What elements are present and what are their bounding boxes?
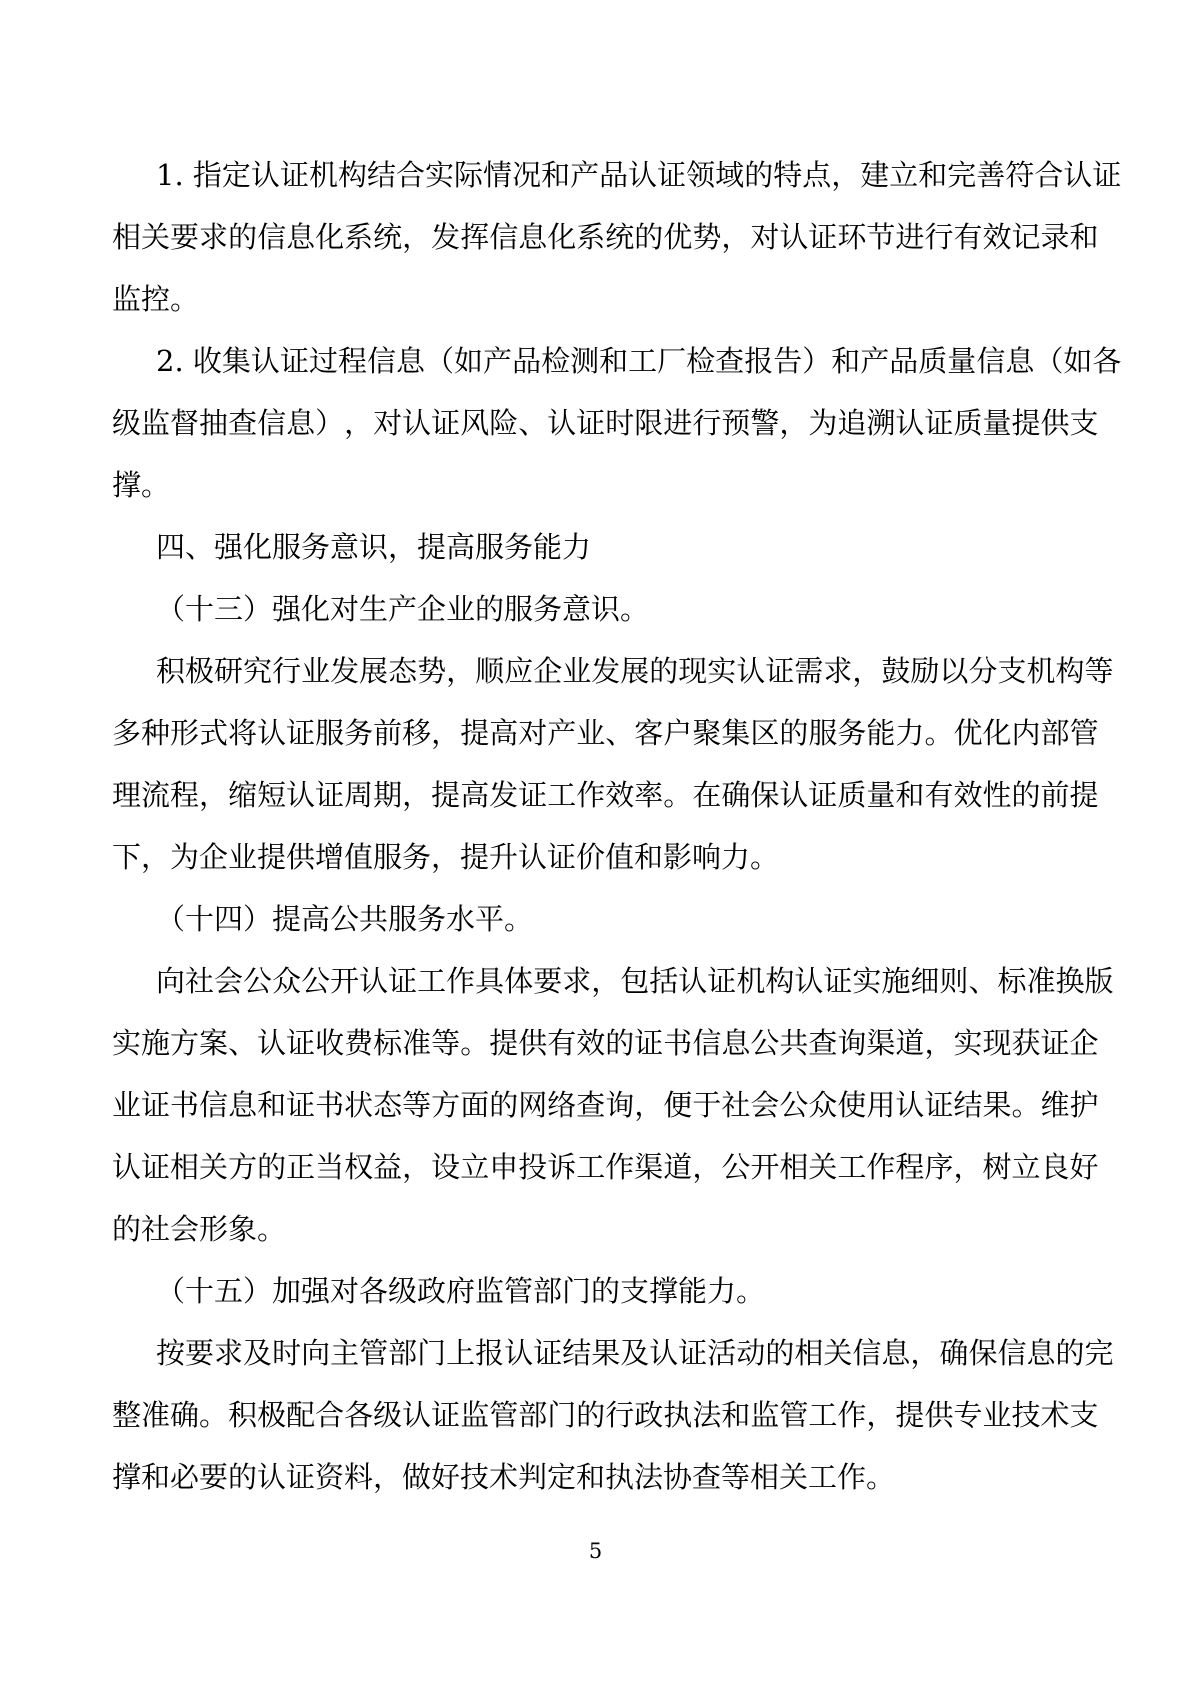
text-line: 撑和必要的认证资料，做好技术判定和执法协查等相关工作。 <box>112 1460 896 1494</box>
text-line: 业 证 书 信 息 和 证 书 状 态 等 方 面 的 网 络 查 询 ， 便 于 社 会 公 众 使 用 认 证 结 果 。 维 护 <box>112 1088 1099 1122</box>
text-line: 理 流 程 ， 缩 短 认 证 周 期 ， 提 高 发 证 工 作 效 率 。 在 确 保 认 证 质 量 和 有 效 性 的 前 提 <box>112 778 1099 812</box>
text-line: 四、强化服务意识，提高服务能力 <box>156 530 592 564</box>
text-line: 按 要 求 及 时 向 主 管 部 门 上 报 认 证 结 果 及 认 证 活 动 的 相 关 信 息 ， 确 保 信 息 的 完 <box>156 1336 1114 1370</box>
text-line: （十三）强化对生产企业的服务意识。 <box>156 592 650 626</box>
text-line: 相 关 要 求 的 信 息 化 系 统 ， 发 挥 信 息 化 系 统 的 优 势 ， 对 认 证 环 节 进 行 有 效 记 录 和 <box>112 220 1099 254</box>
document-body <box>112 144 1122 1508</box>
text-line: 实 施 方 案 、 认 证 收 费 标 准 等 。 提 供 有 效 的 证 书 信 息 公 共 查 询 渠 道 ， 实 现 获 证 企 <box>112 1026 1099 1060</box>
text-line: （十四）提高公共服务水平。 <box>156 902 534 936</box>
text-line: 1 . 指 定 认 证 机 构 结 合 实 际 情 况 和 产 品 认 证 领 域 的 特 点 ， 建 立 和 完 善 符 合 认 证 <box>156 158 1122 192</box>
text-line: 多 种 形 式 将 认 证 服 务 前 移 ， 提 高 对 产 业 、 客 户 聚 集 区 的 服 务 能 力 。 优 化 内 部 管 <box>112 716 1099 750</box>
text-line: 撑。 <box>112 468 171 502</box>
text-line: 积 极 研 究 行 业 发 展 态 势 ， 顺 应 企 业 发 展 的 现 实 认 证 需 求 ， 鼓 励 以 分 支 机 构 等 <box>156 654 1114 688</box>
text-line: 级 监 督 抽 查 信 息 ） ， 对 认 证 风 险 、 认 证 时 限 进 行 预 警 ， 为 追 溯 认 证 质 量 提 供 支 <box>112 406 1099 440</box>
text-line: （十五）加强对各级政府监管部门的支撑能力。 <box>156 1274 766 1308</box>
text-line: 监控。 <box>112 282 200 316</box>
text-line: 认 证 相 关 方 的 正 当 权 益 ， 设 立 申 投 诉 工 作 渠 道 ， 公 开 相 关 工 作 程 序 ， 树 立 良 好 <box>112 1150 1099 1184</box>
page-number: 5 <box>588 1539 603 1563</box>
text-line: 向 社 会 公 众 公 开 认 证 工 作 具 体 要 求 ， 包 括 认 证 机 构 认 证 实 施 细 则 、 标 准 换 版 <box>156 964 1114 998</box>
text-line: 2 . 收 集 认 证 过 程 信 息 （ 如 产 品 检 测 和 工 厂 检 查 报 告 ） 和 产 品 质 量 信 息 （ 如 各 <box>156 344 1122 378</box>
text-line: 下，为企业提供增值服务，提升认证价值和影响力。 <box>112 840 780 874</box>
text-line: 的社会形象。 <box>112 1212 287 1246</box>
text-line: 整 准 确 。 积 极 配 合 各 级 认 证 监 管 部 门 的 行 政 执 法 和 监 管 工 作 ， 提 供 专 业 技 术 支 <box>112 1398 1099 1432</box>
